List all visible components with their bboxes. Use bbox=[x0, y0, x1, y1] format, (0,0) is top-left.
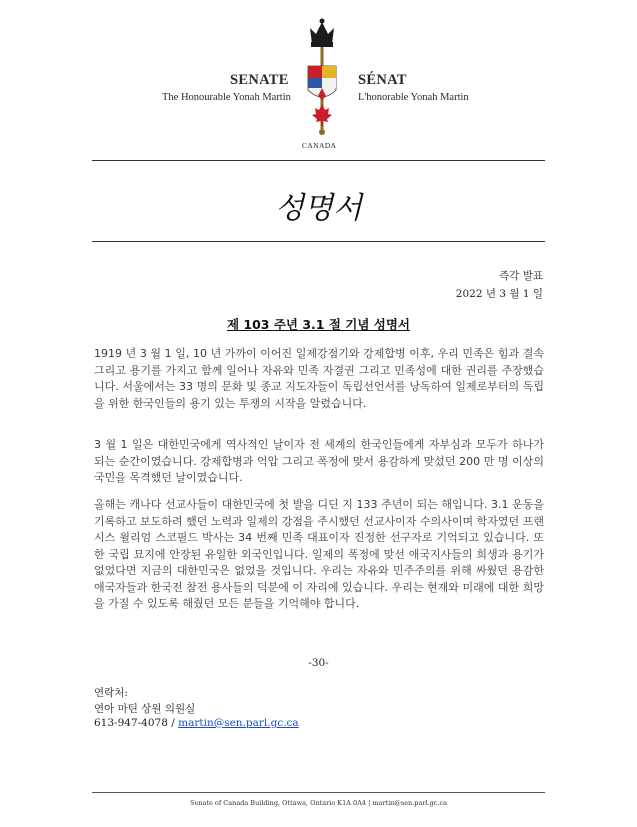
honourable-en-label: The Honourable Yonah Martin bbox=[162, 92, 291, 103]
release-label: 즉각 발표 bbox=[499, 270, 543, 282]
paragraph-1: 1919 년 3 월 1 일, 10 년 가까이 이어진 일제강점기와 강제합병 이후, 우리 민족은 힘과 결속 그리고 용기를 가지고 함께 일어나 자유와 민족 자결권 그리고 민족성에 대한 권리를 주장했습니다. 서울에서는 33 명의 문화 및 종교 지도자들이 독립선언서를 낭독하여 일제로부터의 독립을 위한 한국인들의 용기 있는 투쟁의 시작을 알렸습니다. bbox=[94, 347, 544, 410]
contact-email-link[interactable]: martin@sen.parl.gc.ca bbox=[178, 717, 299, 729]
title-divider bbox=[92, 241, 545, 242]
honourable-fr-label: L'honorable Yonah Martin bbox=[358, 92, 469, 103]
paragraph-2: 3 월 1 일은 대한민국에게 역사적인 날이자 전 세계의 한국인들에게 자부심과 모두가 하나가 되는 순간이였습니다. 강제합병과 억압 그리고 폭정에 맞서 용감하게 맞섰던 200 만 명 이상의 국민을 목격했던 날이였습니다. bbox=[94, 438, 544, 484]
senate-fr-label: SÉNAT bbox=[358, 72, 407, 88]
statement-heading: 제 103 주년 3.1 절 기념 성명서 bbox=[226, 317, 411, 332]
senate-en-label: SENATE bbox=[230, 72, 289, 88]
contact-label: 연락처: bbox=[94, 687, 128, 699]
release-date: 2022 년 3 월 1 일 bbox=[455, 288, 543, 300]
paragraph-3: 올해는 캐나다 선교사들이 대한민국에 첫 발을 디딘 지 133 주년이 되는 해입니다. 3.1 운동을 기록하고 보도하려 했던 노력과 일제의 강점을 주시했던 선교사이자 수의사이며 학자였던 프랜시스 윌리엄 스코필드 박사는 34 번째 민족 대표이자 진정한 선구자로 기억되고 있습니다. 또한 국립 묘지에 안장된 유일한 외국인입니다. 일제의 폭정에 맞선 애국지사들의 희생과 용기가 없었다면 지금의 대한민국은 없었을 것입니다. 우리는 자유와 민주주의를 위해 싸웠던 용감한 애국자들과 한국전 참전 용사들의 덕분에 이 자리에 있습니다. 우리는 현재와 미래에 대한 희망을 가질 수 있도록 해줬던 모든 분들을 기억해야 합니다. bbox=[94, 498, 544, 610]
canada-label: CANADA bbox=[302, 141, 337, 150]
contact-name: 연아 마틴 상원 의원실 bbox=[94, 703, 196, 715]
footer-address: Senate of Canada Building, Ottawa, Ontario K1A 0A4 | martin@sen.parl.gc.ca bbox=[190, 799, 447, 807]
senate-crest-logo bbox=[298, 16, 346, 138]
contact-phone: 613-947-4078 / bbox=[94, 717, 179, 729]
top-divider bbox=[92, 160, 545, 161]
document-title: 성명서 bbox=[275, 191, 362, 226]
contact-line bbox=[94, 717, 299, 729]
end-marker: -30- bbox=[308, 657, 329, 669]
footer-divider bbox=[92, 792, 545, 793]
